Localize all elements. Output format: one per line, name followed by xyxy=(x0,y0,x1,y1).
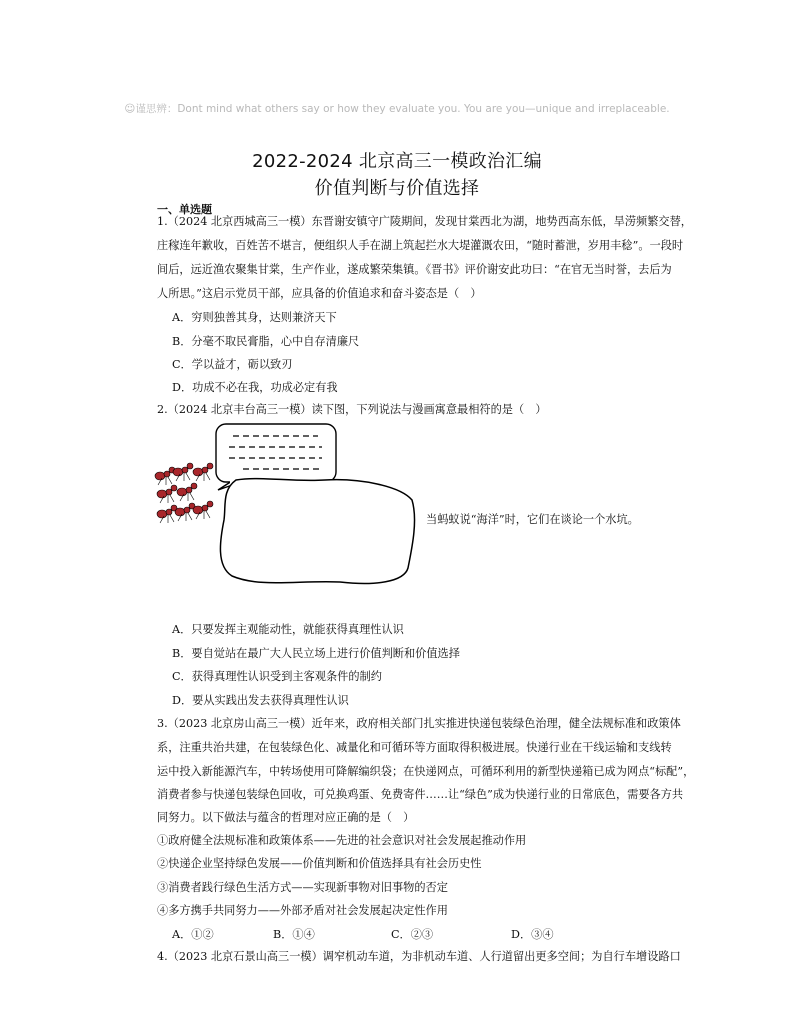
q1-line: 庄稼连年歉收，百姓苦不堪言，便组织人手在湖上筑起拦水大堤灌溉农田，“随时蓄泄，岁用丰稔”。一段时 xyxy=(157,239,684,252)
section-heading: 一、单选题 xyxy=(157,203,212,216)
ant-group xyxy=(155,463,213,523)
q3-line: 系，注重共治共建，在包装绿色化、减量化和可循环等方面取得积极进展。快递行业在干线运输和支线转 xyxy=(157,741,672,754)
q1-line: 人所思。”这启示党员干部，应具备的价值追求和奋斗姿态是（ ） xyxy=(157,287,482,300)
q3-item-2: ②快递企业坚持绿色发展——价值判断和价值选择具有社会历史性 xyxy=(157,857,482,870)
puddle-shape xyxy=(220,479,414,584)
doc-title: 2022-2024 北京高三一模政治汇编 xyxy=(252,151,542,172)
watermark: ☺谨思辨：Dont mind what others say or how they evaluate you. You are you—unique and irreplaceable. xyxy=(124,103,670,115)
q2-option-b: B．要自觉站在最广大人民立场上进行价值判断和价值选择 xyxy=(172,647,460,660)
q1-option-a: A．穷则独善其身，达则兼济天下 xyxy=(172,311,337,324)
q1-option-b: B．分毫不取民膏脂，心中自存清廉尺 xyxy=(172,335,360,348)
doc-subtitle: 价值判断与价值选择 xyxy=(314,178,480,199)
q1-line: 间后，远近渔农聚集甘棠，生产作业，遂成繁荣集镇。《晋书》评价谢安此功曰：“在官无当时誉，去后为 xyxy=(157,263,672,276)
q3-answer-a: A．①② xyxy=(172,928,214,941)
q3-item-1: ①政府健全法规标准和政策体系——先进的社会意识对社会发展起推动作用 xyxy=(157,834,527,847)
q3-line: 3.（2023 北京房山高三一模）近年来，政府相关部门扎实推进快递包装绿色治理，健全法规标准和政策体 xyxy=(157,717,681,730)
q3-answer-d: D．③④ xyxy=(511,928,554,941)
q3-answer-row xyxy=(172,926,632,942)
q3-item-4: ④多方携手共同努力——外部矛盾对社会发展起决定性作用 xyxy=(157,904,448,917)
q2-stem: 2.（2024 北京丰台高三一模）读下图，下列说法与漫画寓意最相符的是（ ） xyxy=(157,403,547,416)
cartoon-caption: 当蚂蚁说“海洋”时，它们在谈论一个水坑。 xyxy=(426,513,639,526)
cartoon-illustration xyxy=(150,420,420,590)
q2-option-c: C．获得真理性认识受到主客观条件的制约 xyxy=(172,670,382,683)
q2-option-a: A．只要发挥主观能动性，就能获得真理性认识 xyxy=(172,623,404,636)
q3-answer-b: B．①④ xyxy=(273,928,315,941)
q1-line: 1.（2024 北京西城高三一模）东晋谢安镇守广陵期间，发现甘棠西北为湖，地势西高东低，旱涝频繁交替， xyxy=(157,215,692,228)
q3-item-3: ③消费者践行绿色生活方式——实现新事物对旧事物的否定 xyxy=(157,881,448,894)
q3-answer-c: C．②③ xyxy=(391,928,434,941)
q3-line: 同努力。以下做法与蕴含的哲理对应正确的是（ ） xyxy=(157,811,415,824)
q3-line: 运中投入新能源汽车，中转场使用可降解编织袋；在快递网点，可循环利用的新型快递箱已成为网点“标配”， xyxy=(157,765,695,778)
q4-line: 4.（2023 北京石景山高三一模）调窄机动车道，为非机动车道、人行道留出更多空间；为自行车增设路口 xyxy=(157,950,681,963)
q3-line: 消费者参与快递包装绿色回收，可兑换鸡蛋、免费寄件……让“绿色”成为快递行业的日常底色，需要各方共 xyxy=(157,788,684,801)
q2-option-d: D．要从实践出发去获得真理性认识 xyxy=(172,694,349,707)
q1-option-c: C．学以益才，砺以致刃 xyxy=(172,358,293,371)
q1-option-d: D．功成不必在我，功成必定有我 xyxy=(172,381,338,394)
